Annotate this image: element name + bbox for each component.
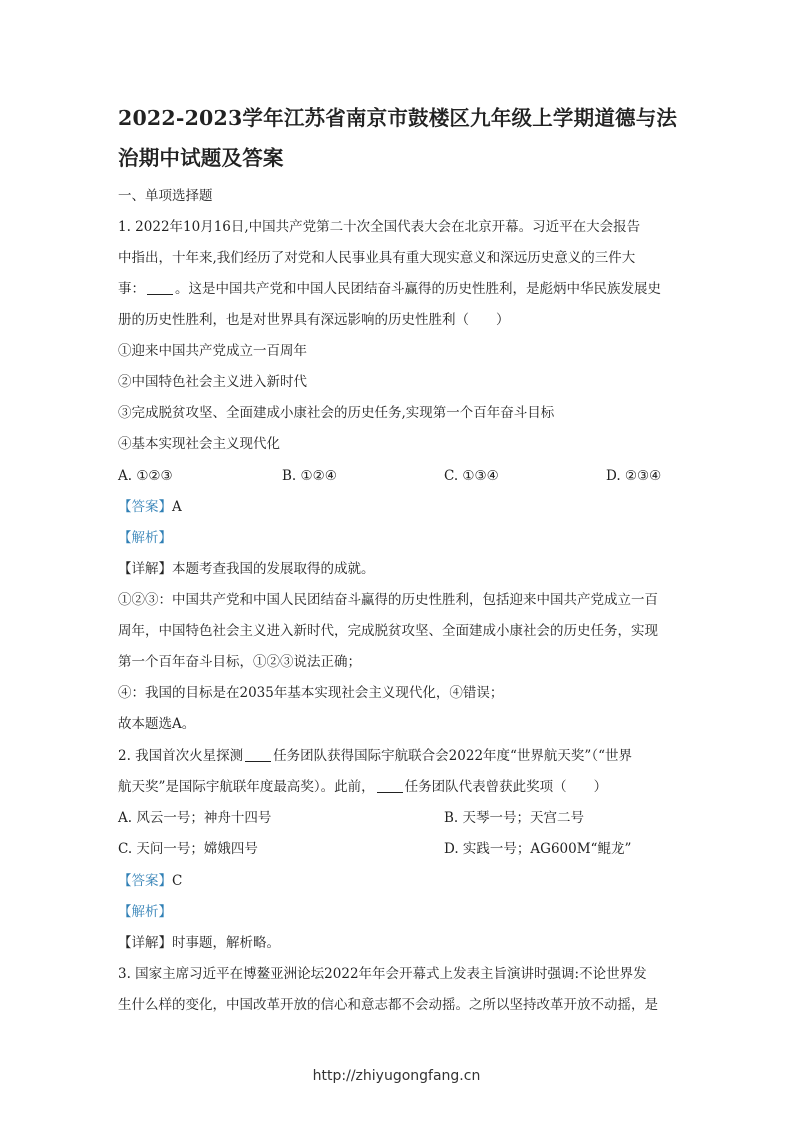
q1-option-c: C. ①③④ — [444, 468, 499, 484]
q2-option-d: D. 实践一号；AG600M“鲲龙” — [444, 841, 632, 857]
footer-url: http://zhiyugongfang.cn — [312, 1068, 481, 1084]
q2-line-2-end: 任务团队代表曾获此奖项（ ） — [404, 779, 608, 795]
q1-line-2: 中指出，十年来,我们经历了对党和人民事业具有重大现实意义和深远历史意义的三件大 — [118, 250, 636, 266]
answer-value: A — [172, 499, 182, 515]
q1-answer — [118, 497, 678, 517]
doc-title-line-1: 2022-2023学年江苏省南京市鼓楼区九年级上学期道德与法 — [118, 106, 678, 130]
q1-detail — [118, 559, 678, 579]
q2-option-c: C. 天问一号；嫦娥四号 — [118, 841, 258, 857]
answer-value: C — [172, 873, 183, 889]
q2-line-2 — [118, 777, 678, 797]
q2-line-1 — [118, 746, 678, 766]
q1-option-b: B. ①②④ — [282, 468, 337, 484]
q1-explain-4: ④：我国的目标是在2035年基本实现社会主义现代化，④错误； — [118, 685, 504, 701]
q1-analysis-tag: 【解析】 — [118, 530, 172, 546]
q1-explain-2: 周年，中国特色社会主义进入新时代，完成脱贫攻坚、全面建成小康社会的历史任务，实现 — [118, 623, 658, 639]
q2-line-2-start: 航天奖”是国际宇航联年度最高奖）。此前， — [118, 779, 375, 795]
answer-blank — [377, 778, 403, 793]
q2-option-b: B. 天琴一号；天宫二号 — [444, 810, 585, 826]
q1-line-3-end: 。这是中国共产党和中国人民团结奋斗赢得的历史性胜利，是彪炳中华民族发展史 — [175, 281, 661, 297]
q3-line-2: 生什么样的变化，中国改革开放的信心和意志都不会动摇。之所以坚持改革开放不动摇，是 — [118, 997, 658, 1013]
answer-blank — [245, 747, 271, 762]
answer-tag: 【答案】 — [118, 873, 172, 889]
answer-blank — [147, 280, 173, 295]
answer-tag: 【答案】 — [118, 499, 172, 515]
q1-item-4: ④基本实现社会主义现代化 — [118, 436, 280, 452]
detail-tag: 【详解】 — [118, 561, 172, 577]
q1-item-1: ①迎来中国共产党成立一百周年 — [118, 343, 307, 359]
detail-text: 本题考查我国的发展取得的成就。 — [172, 561, 375, 577]
section-heading: 一、单项选择题 — [118, 188, 213, 204]
q3-line-1: 3. 国家主席习近平在博鳌亚洲论坛2022年年会开幕式上发表主旨演讲时强调:不论世界发 — [118, 966, 647, 982]
q1-line-3 — [118, 279, 678, 299]
q1-option-d: D. ②③④ — [606, 468, 662, 484]
q1-line-3-start: 事： — [118, 281, 145, 297]
q1-item-2: ②中国特色社会主义进入新时代 — [118, 374, 307, 390]
q2-answer — [118, 871, 678, 891]
detail-text: 时事题，解析略。 — [172, 935, 280, 951]
q1-line-1: 1. 2022年10月16日,中国共产党第二十次全国代表大会在北京开幕。习近平在大会报告 — [118, 219, 641, 235]
q2-line-1-start: 2. 我国首次火星探测 — [118, 748, 244, 764]
q2-line-1-end: 任务团队获得国际宇航联合会2022年度“世界航天奖”（“世界 — [273, 748, 632, 764]
doc-title-line-2: 治期中试题及答案 — [118, 146, 284, 170]
q1-line-4: 册的历史性胜利，也是对世界具有深远影响的历史性胜利（ ） — [118, 312, 510, 328]
q1-explain-1: ①②③：中国共产党和中国人民团结奋斗赢得的历史性胜利，包括迎来中国共产党成立一百 — [118, 592, 658, 608]
q2-option-a: A. 风云一号；神舟十四号 — [118, 810, 272, 826]
q1-explain-5: 故本题选A。 — [118, 716, 196, 732]
q1-item-3: ③完成脱贫攻坚、全面建成小康社会的历史任务,实现第一个百年奋斗目标 — [118, 405, 555, 421]
detail-tag: 【详解】 — [118, 935, 172, 951]
q2-detail — [118, 933, 678, 953]
q1-option-a: A. ①②③ — [118, 468, 173, 484]
q1-explain-3: 第一个百年奋斗目标，①②③说法正确； — [118, 654, 361, 670]
q2-analysis-tag: 【解析】 — [118, 904, 172, 920]
